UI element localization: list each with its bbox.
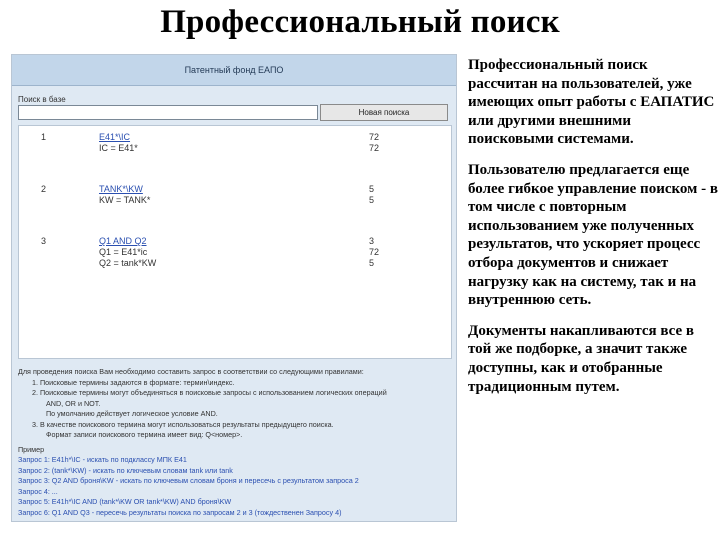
paragraph-storage: Документы накапливаются все в той же подборке, а значит также доступны, как и отобранные традиционным путем. [468, 322, 695, 395]
search-input[interactable] [18, 105, 318, 120]
rule-item: 2. Поисковые термины могут объединяться в поисковые запросы с использованием логических операций [32, 388, 387, 397]
search-screenshot [11, 54, 457, 522]
new-search-button[interactable]: Новая поиска [320, 104, 448, 121]
example-query[interactable]: Запрос 3: Q2 AND броня\KW - искать по ключевым словам броня и пересечь с результатом запроса 2 [18, 476, 359, 485]
rule-item: Формат записи поискового термина имеет вид: Q<номер>. [46, 430, 243, 439]
screenshot-header: Патентный фонд ЕАПО [12, 55, 456, 86]
examples-title: Пример [18, 444, 45, 454]
result-count: 72 [369, 247, 380, 257]
description-text [468, 56, 718, 408]
result-count: 5 [369, 195, 375, 205]
example-query[interactable]: Запрос 2: (tank*\KW) - искать по ключевым словам tank или tank [18, 465, 233, 475]
result-query-detail: KW = TANK* [99, 195, 151, 205]
result-query-detail: IC = E41* [99, 143, 138, 153]
result-count: 72 [369, 143, 380, 153]
example-query[interactable]: Запрос 1: E41h*\IC - искать по подклассу МПК E41 [18, 455, 187, 464]
result-query-detail: Q1 = E41*ic [99, 247, 148, 257]
example-query[interactable]: Запрос 4: ... [18, 486, 58, 496]
search-label: Поиск в базе [18, 95, 66, 104]
result-query-detail: Q2 = tank*KW [99, 258, 157, 268]
rules-intro: Для проведения поиска Вам необходимо составить запрос в соответствии со следующими правилами: [18, 367, 364, 376]
rule-item: AND, OR и NOT. [46, 398, 101, 408]
paragraph-intro: Профессиональный поиск рассчитан на пользователей, уже имеющих опыт работы с ЕАПАТИС или другими внешними поисковыми системами. [468, 57, 715, 148]
result-query-link[interactable]: E41*\IC [99, 132, 131, 142]
result-count: 3 [369, 236, 375, 246]
result-number: 3 [41, 236, 47, 246]
example-query[interactable]: Запрос 6: Q1 AND Q3 - пересечь результаты поиска по запросам 2 и 3 (тождественен Запросу 4) [18, 507, 342, 517]
result-number: 2 [41, 184, 47, 194]
search-rules [18, 367, 454, 518]
example-query[interactable]: Запрос 5: E41h*\IC AND (tank*\KW OR tank*\KW) AND броня\KW [18, 497, 232, 506]
result-count: 5 [369, 258, 375, 268]
result-number: 1 [41, 132, 47, 142]
result-query-link[interactable]: TANK*\KW [99, 184, 143, 194]
rule-item: 3. В качестве поискового термина могут использоваться результаты предыдущего поиска. [32, 419, 334, 429]
result-query-link[interactable]: Q1 AND Q2 [99, 236, 147, 246]
results-table [18, 125, 452, 359]
result-count: 5 [369, 184, 375, 194]
rule-item: По умолчанию действует логическое условие AND. [46, 409, 218, 418]
rule-item: 1. Поисковые термины задаются в формате: термин\индекс. [32, 377, 235, 387]
result-count: 72 [369, 132, 380, 142]
slide-title: Профессиональный поиск [160, 4, 560, 40]
paragraph-flexibility: Пользователю предлагается еще более гибкое управление поиском - в том числе с повторным использованием уже полученных результатов, что ускоряет процесс отбора документов и снижает нагрузку как на систему, так и на внутреннюю сеть. [468, 161, 718, 309]
